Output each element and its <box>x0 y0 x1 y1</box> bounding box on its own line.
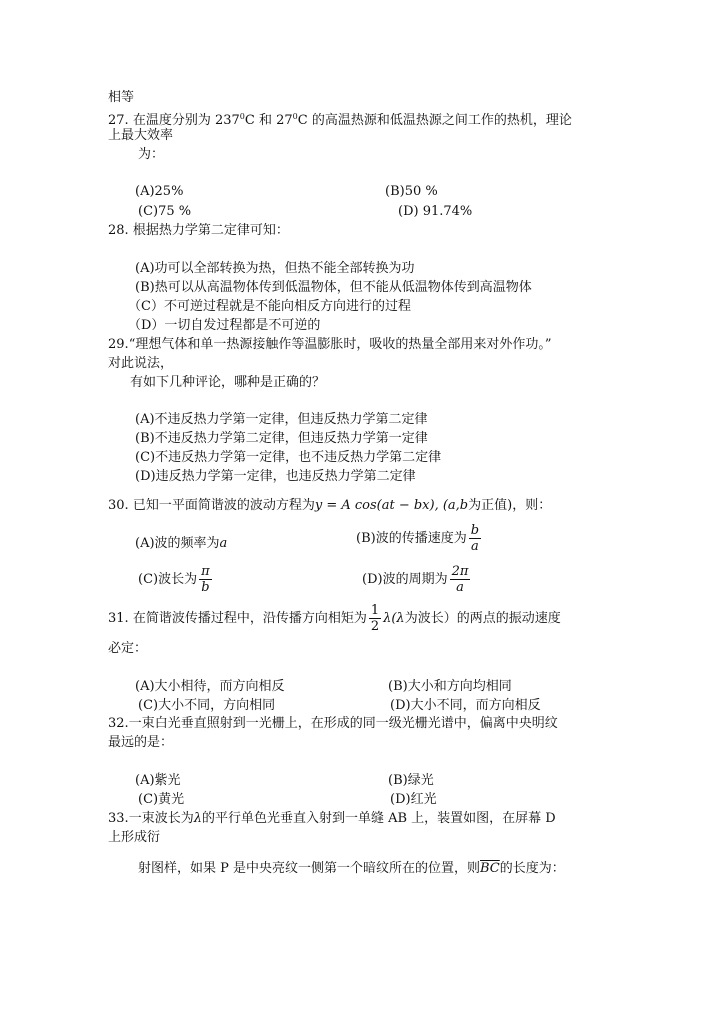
q29-text: “理想气体和单一热源接触作等温膨胀时，吸收的热量全部用来对外作功。” <box>128 337 552 352</box>
q30-option-c-den: b <box>201 580 210 595</box>
q30-option-d-den: a <box>456 580 464 595</box>
q28-text: 根据热力学第二定律可知： <box>132 223 289 238</box>
q33-text-a: 一束波长为 <box>128 811 194 826</box>
q27-text-c: C 的高温热源和低温热源之间工作的热机，理论 <box>297 113 572 128</box>
q31-text-b: 为波长）的两点的振动速度 <box>404 611 561 626</box>
q27-stem-line3: 为： <box>138 147 165 162</box>
q28-option-d: （D）一切自发过程都是不可逆的 <box>128 318 321 333</box>
q27-degree-2: 0 <box>292 112 298 121</box>
q30-option-d-fraction <box>450 564 471 595</box>
q33-text-c: 射图样，如果 P 是中央亮纹一侧第一个暗纹所在的位置，则 <box>138 861 481 876</box>
q32-stem-line1 <box>108 715 558 733</box>
q30-option-c-num: π <box>201 564 210 579</box>
q27-stem-line1 <box>108 108 572 130</box>
q33-lambda: λ <box>193 811 202 826</box>
q30-option-b-den: a <box>470 539 479 554</box>
q30-option-d-num: 2π <box>451 564 469 579</box>
q27-degree-1: 0 <box>239 112 245 121</box>
q30-equation: y = A cos(at − bx), (a,b <box>314 498 469 513</box>
q28-stem <box>108 222 289 240</box>
q30-stem <box>108 497 551 515</box>
q27-option-d: (D) 91.74% <box>398 204 473 219</box>
q28-option-b: (B)热可以从高温物体传到低温物体，但不能从低温物体传到高温物体 <box>135 280 532 295</box>
q29-number: 29. <box>108 337 129 352</box>
q33-number: 33. <box>108 811 129 826</box>
q28-option-a: (A)功可以全部转换为热，但热不能全部转换为功 <box>135 261 415 276</box>
q32-option-c: (C)黄光 <box>138 792 185 807</box>
q33-stem-line1 <box>108 810 556 828</box>
q30-option-d <box>362 564 472 595</box>
q31-den: 2 <box>370 619 380 634</box>
q29-option-a: (A)不违反热力学第一定律，但违反热力学第二定律 <box>135 412 428 427</box>
q27-option-a: (A)25% <box>135 184 184 199</box>
q30-option-b <box>356 523 483 554</box>
q30-text-b: 为正值)，则： <box>468 498 552 513</box>
q29-stem-line1 <box>108 336 551 354</box>
q30-option-b-fraction <box>469 523 481 554</box>
q32-option-a: (A)紫光 <box>135 773 181 788</box>
q29-stem-line3: 有如下几种评论，哪种是正确的？ <box>130 375 326 390</box>
q31-lambda: λ(λ <box>383 611 405 626</box>
q29-option-b: (B)不违反热力学第二定律，但违反热力学第一定律 <box>135 431 428 446</box>
q32-text: 一束白光垂直照射到一光栅上，在形成的同一级光栅光谱中，偏离中央明纹 <box>128 716 558 731</box>
top-fragment: 相等 <box>108 90 135 105</box>
q27-text-b: C 和 27 <box>244 113 293 128</box>
q33-bc-segment: $\overline{BC}$ <box>480 861 500 876</box>
q32-number: 32. <box>108 716 129 731</box>
q30-option-c <box>138 564 214 595</box>
q27-text-a: 在温度分别为 237 <box>132 113 240 128</box>
q30-option-d-text: (D)波的周期为 <box>362 572 448 587</box>
q33-text-d: 的长度为： <box>499 861 565 876</box>
q30-option-c-fraction <box>199 564 212 595</box>
q33-text-b: 的平行单色光垂直入射到一单缝 AB 上，装置如图，在屏幕 D <box>201 811 556 826</box>
q30-option-a-text: (A)波的频率为 <box>135 536 220 551</box>
q33-stem-line3 <box>138 860 565 878</box>
q29-stem-line2: 对此说法， <box>108 356 174 371</box>
q31-number: 31. <box>108 611 129 626</box>
q32-option-b: (B)绿光 <box>388 773 434 788</box>
q31-option-b: (B)大小和方向均相同 <box>388 679 512 694</box>
q31-stem-line1 <box>108 603 561 634</box>
q28-option-c: （C）不可逆过程就是不能向相反方向进行的过程 <box>128 299 411 314</box>
q27-stem-line2: 上最大效率 <box>108 128 174 143</box>
q32-stem-line2: 最远的是： <box>108 735 174 750</box>
q31-text-a: 在简谐波传播过程中，沿传播方向相矩为 <box>132 611 367 626</box>
q31-option-c: (C)大小不同，方向相同 <box>138 698 276 713</box>
q29-option-d: (D)违反热力学第一定律，也违反热力学第二定律 <box>135 469 416 484</box>
q30-option-b-num: b <box>470 523 480 538</box>
q30-option-b-text: (B)波的传播速度为 <box>356 531 467 546</box>
q27-number: 27. <box>108 113 129 128</box>
q32-option-d: (D)红光 <box>390 792 437 807</box>
q30-option-a <box>135 535 227 553</box>
q30-option-a-var: a <box>219 536 228 551</box>
q30-option-c-text: (C)波长为 <box>138 572 198 587</box>
q31-fraction <box>369 603 381 634</box>
q28-number: 28. <box>108 223 129 238</box>
q27-option-c: (C)75 % <box>138 204 192 219</box>
q33-stem-line2: 上形成衍 <box>108 830 161 845</box>
q30-text-a: 已知一平面简谐波的波动方程为 <box>132 498 315 513</box>
q31-stem-line2: 必定： <box>108 641 148 656</box>
q31-num: 1 <box>370 603 380 618</box>
q30-number: 30. <box>108 498 129 513</box>
q31-option-a: (A)大小相待，而方向相反 <box>135 679 285 694</box>
q29-option-c: (C)不违反热力学第一定律，也不违反热力学第二定律 <box>135 450 442 465</box>
q31-option-d: (D)大小不同，而方向相反 <box>390 698 541 713</box>
q27-option-b: (B)50 % <box>385 184 438 199</box>
